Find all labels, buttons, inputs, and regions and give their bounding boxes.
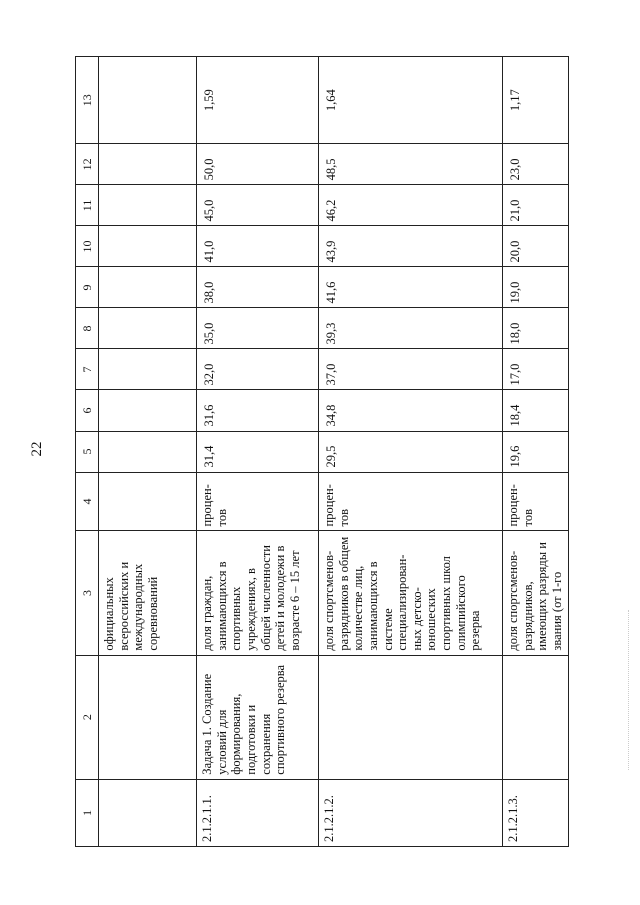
table-row <box>319 57 503 847</box>
cell-value: 43,9 <box>319 226 503 267</box>
table-row <box>197 57 319 847</box>
indicators-table <box>75 56 569 847</box>
header-cell: 11 <box>76 185 99 226</box>
cell-col13 <box>99 57 197 144</box>
cell-code: 2.1.2.1.3. <box>503 779 569 846</box>
header-cell: 7 <box>76 349 99 390</box>
cell-value <box>99 431 197 472</box>
header-cell: 6 <box>76 390 99 431</box>
header-cell: 10 <box>76 226 99 267</box>
cell-value: 19,6 <box>503 431 569 472</box>
cell-value: 46,2 <box>319 185 503 226</box>
cell-task <box>319 655 503 779</box>
cell-task <box>99 655 197 779</box>
cell-value: 39,3 <box>319 308 503 349</box>
header-row <box>76 57 99 847</box>
cell-value <box>99 349 197 390</box>
cell-value: 41,0 <box>197 226 319 267</box>
cell-code <box>99 779 197 846</box>
scan-artifact-line <box>628 610 629 770</box>
cell-indicator: официальных всероссийских и международных соревнований <box>99 531 197 655</box>
cell-value <box>99 390 197 431</box>
cell-unit: процен-тов <box>503 472 569 531</box>
cell-value: 18,4 <box>503 390 569 431</box>
cell-value: 34,8 <box>319 390 503 431</box>
table-row <box>99 57 197 847</box>
cell-value: 17,0 <box>503 349 569 390</box>
cell-indicator: доля спортсменов-разрядников в общем количестве лиц, занимающихся в системе специализирован-ных детско-юношеских спортивных школ олимпийского резерва <box>319 531 503 655</box>
cell-value <box>99 267 197 308</box>
cell-col13: 1,64 <box>319 57 503 144</box>
cell-value: 23,0 <box>503 144 569 185</box>
cell-indicator: доля спортсменов-разрядников, имеющих разряды и звания (от 1-го <box>503 531 569 655</box>
header-cell: 13 <box>76 57 99 144</box>
cell-task: Задача 1. Создание условий для формирования, подготовки и сохранения спортивного резерва <box>197 655 319 779</box>
cell-value: 29,5 <box>319 431 503 472</box>
cell-unit <box>99 472 197 531</box>
cell-value: 37,0 <box>319 349 503 390</box>
cell-value: 45,0 <box>197 185 319 226</box>
cell-value: 48,5 <box>319 144 503 185</box>
header-cell: 12 <box>76 144 99 185</box>
cell-value: 21,0 <box>503 185 569 226</box>
cell-value: 41,6 <box>319 267 503 308</box>
cell-code: 2.1.2.1.1. <box>197 779 319 846</box>
cell-indicator: доля граждан, занимающихся в спортивных учреждениях, в общей численности детей и молодежи в возрасте 6 – 15 лет <box>197 531 319 655</box>
cell-value: 35,0 <box>197 308 319 349</box>
cell-value <box>99 226 197 267</box>
cell-code: 2.1.2.1.2. <box>319 779 503 846</box>
cell-value <box>99 185 197 226</box>
header-cell: 4 <box>76 472 99 531</box>
cell-col13: 1,17 <box>503 57 569 144</box>
header-cell: 9 <box>76 267 99 308</box>
rotated-table-container <box>75 56 564 847</box>
header-cell: 8 <box>76 308 99 349</box>
page-number: 22 <box>29 441 45 457</box>
cell-unit: процен-тов <box>319 472 503 531</box>
header-cell: 1 <box>76 779 99 846</box>
table-row <box>503 57 569 847</box>
cell-value: 50,0 <box>197 144 319 185</box>
header-cell: 5 <box>76 431 99 472</box>
cell-value <box>99 308 197 349</box>
cell-value: 31,6 <box>197 390 319 431</box>
cell-value: 31,4 <box>197 431 319 472</box>
cell-task <box>503 655 569 779</box>
cell-value <box>99 144 197 185</box>
cell-value: 38,0 <box>197 267 319 308</box>
cell-unit: процен-тов <box>197 472 319 531</box>
cell-col13: 1,59 <box>197 57 319 144</box>
header-cell: 3 <box>76 531 99 655</box>
cell-value: 20,0 <box>503 226 569 267</box>
cell-value: 18,0 <box>503 308 569 349</box>
cell-value: 32,0 <box>197 349 319 390</box>
cell-value: 19,0 <box>503 267 569 308</box>
header-cell: 2 <box>76 655 99 779</box>
